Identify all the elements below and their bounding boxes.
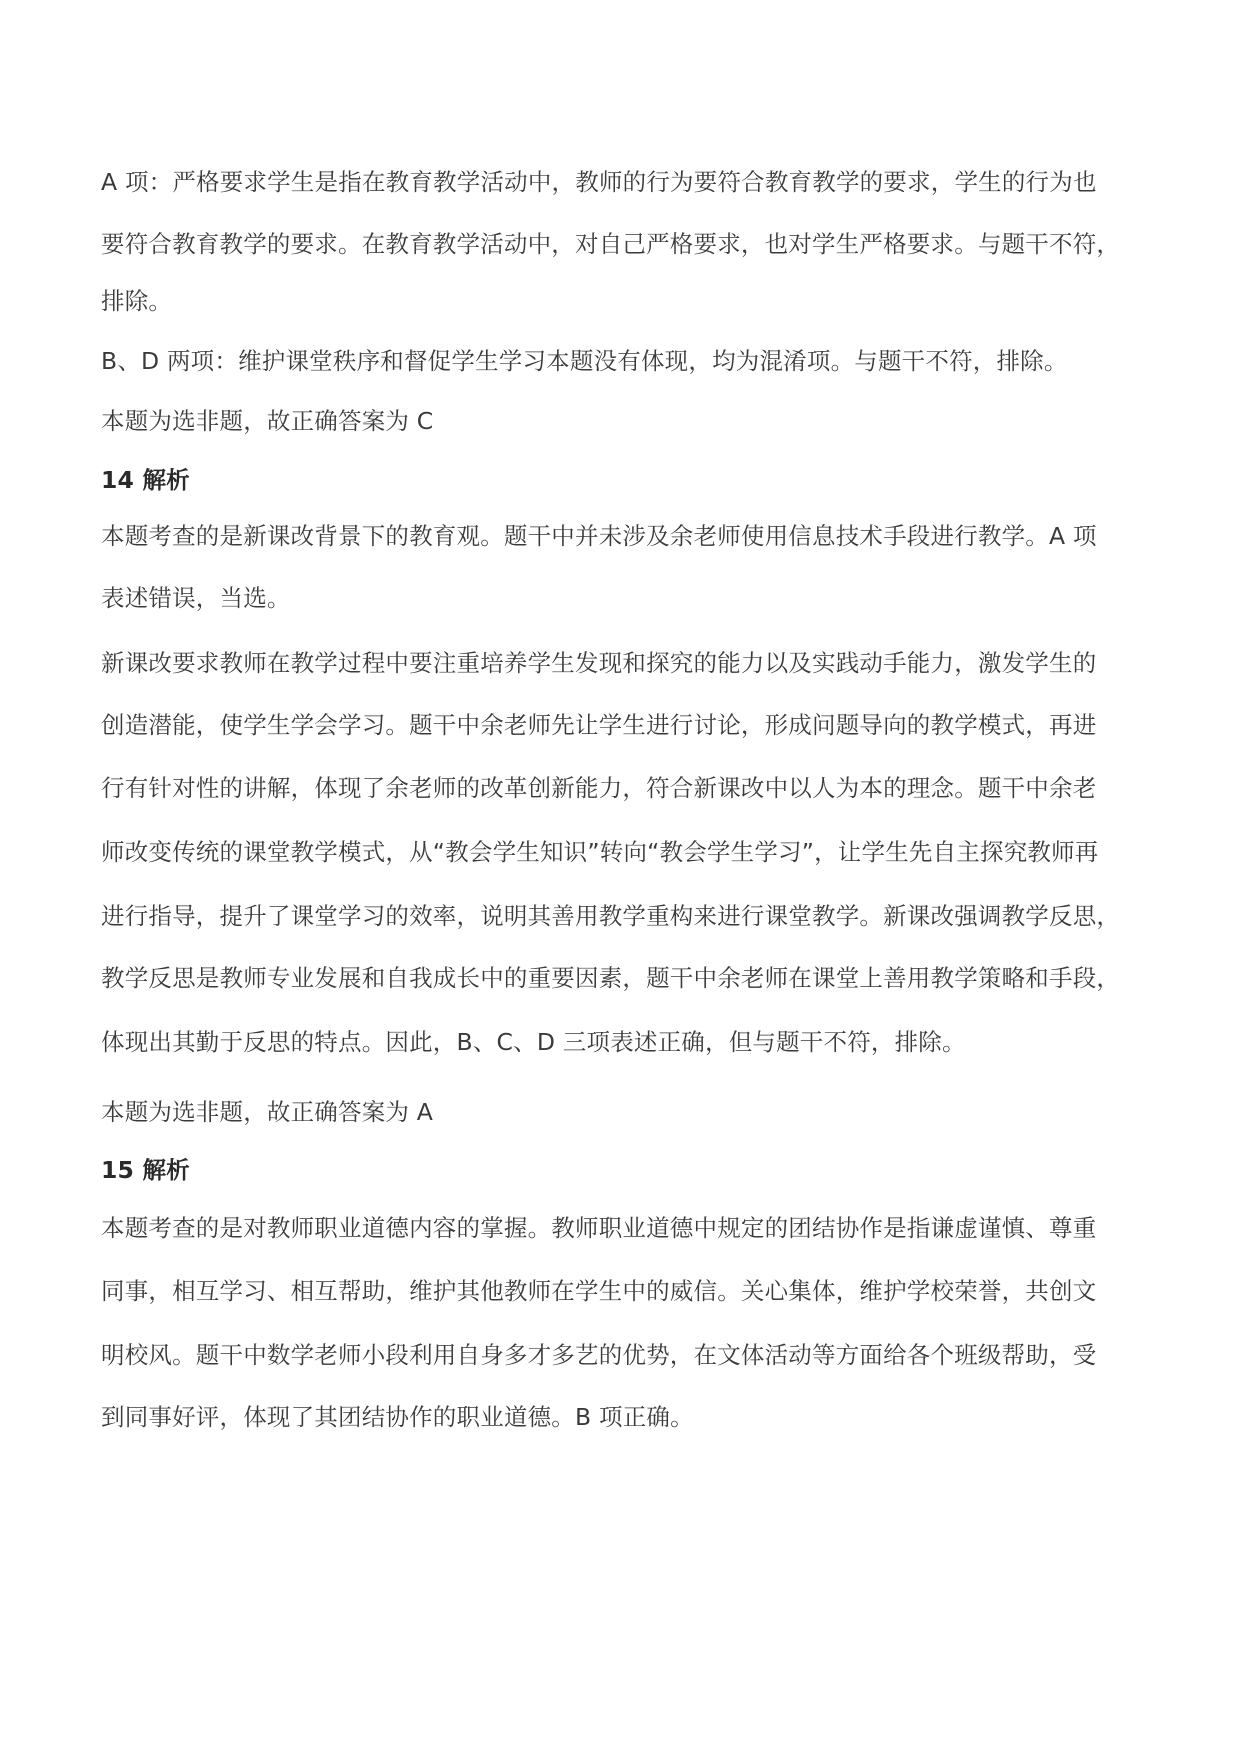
q13-analysis-line-3: 排除。 bbox=[101, 287, 173, 315]
q14-analysis-line-9: 体现出其勤于反思的特点。因此，B、C、D 三项表述正确，但与题干不符，排除。 bbox=[101, 1028, 966, 1056]
q15-analysis-line-4: 到同事好评，体现了其团结协作的职业道德。B 项正确。 bbox=[101, 1403, 694, 1431]
q15-analysis-line-3: 明校风。题干中数学老师小段利用自身多才多艺的优势，在文体活动等方面给各个班级帮助，受 bbox=[101, 1341, 1097, 1369]
q14-analysis-line-3: 新课改要求教师在教学过程中要注重培养学生发现和探究的能力以及实践动手能力，激发学生的 bbox=[101, 649, 1097, 677]
q14-analysis-line-6: 师改变传统的课堂教学模式，从“教会学生知识”转向“教会学生学习”，让学生先自主探究教师再 bbox=[101, 838, 1099, 866]
q14-analysis-line-7: 进行指导，提升了课堂学习的效率，说明其善用教学重构来进行课堂教学。新课改强调教学反思， bbox=[101, 902, 1121, 930]
q15-analysis-line-2: 同事，相互学习、相互帮助，维护其他教师在学生中的威信。关心集体，维护学校荣誉，共创文 bbox=[101, 1277, 1097, 1305]
q14-analysis-line-4: 创造潜能，使学生学会学习。题干中余老师先让学生进行讨论，形成问题导向的教学模式，再进 bbox=[101, 711, 1097, 739]
q13-analysis-line-1: A 项：严格要求学生是指在教育教学活动中，教师的行为要符合教育教学的要求，学生的行为也 bbox=[101, 168, 1097, 196]
q14-heading: 14 解析 bbox=[101, 466, 190, 494]
q14-analysis-line-5: 行有针对性的讲解，体现了余老师的改革创新能力，符合新课改中以人为本的理念。题干中余老 bbox=[101, 774, 1097, 802]
q14-conclusion: 本题为选非题，故正确答案为 A bbox=[101, 1098, 434, 1126]
q13-analysis-line-4: B、D 两项：维护课堂秩序和督促学生学习本题没有体现，均为混淆项。与题干不符，排除。 bbox=[101, 347, 1068, 375]
q13-analysis-line-2: 要符合教育教学的要求。在教育教学活动中，对自己严格要求，也对学生严格要求。与题干不符， bbox=[101, 230, 1121, 258]
q15-heading: 15 解析 bbox=[101, 1156, 190, 1184]
q13-conclusion: 本题为选非题，故正确答案为 C bbox=[101, 407, 434, 435]
q14-analysis-line-2: 表述错误，当选。 bbox=[101, 584, 291, 612]
q14-analysis-line-1: 本题考查的是新课改背景下的教育观。题干中并未涉及余老师使用信息技术手段进行教学。A 项 bbox=[101, 522, 1097, 550]
q15-analysis-line-1: 本题考查的是对教师职业道德内容的掌握。教师职业道德中规定的团结协作是指谦虚谨慎、尊重 bbox=[101, 1214, 1097, 1242]
q14-analysis-line-8: 教学反思是教师专业发展和自我成长中的重要因素，题干中余老师在课堂上善用教学策略和手段， bbox=[101, 964, 1121, 992]
